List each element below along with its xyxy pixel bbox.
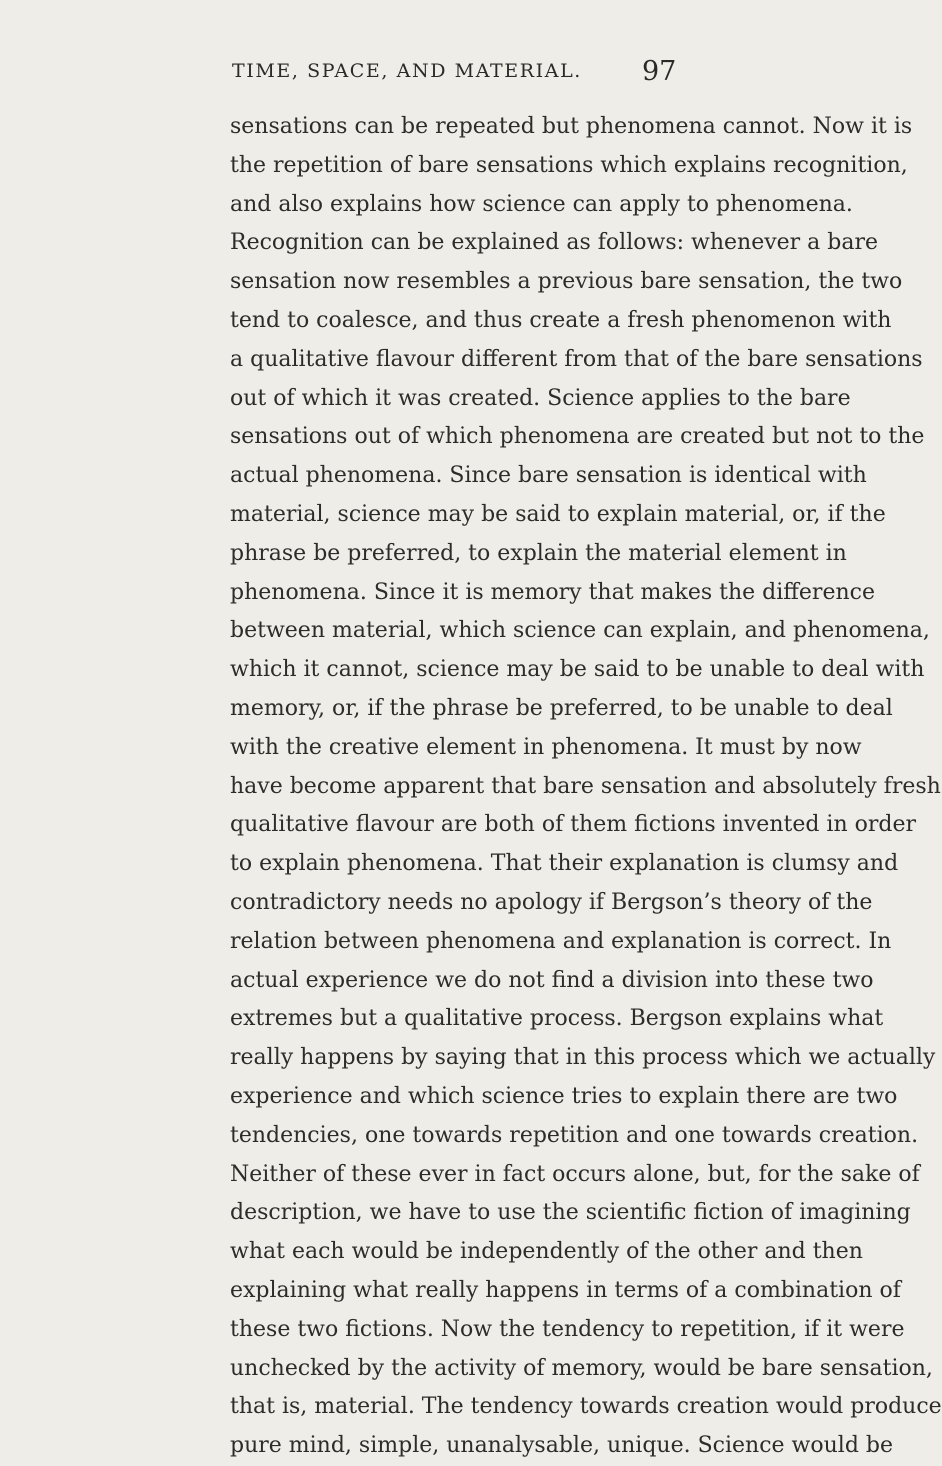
text-line: qualitative flavour are both of them fictions invented in order (230, 812, 917, 838)
text-line: explaining what really happens in terms of a combination of (230, 1277, 901, 1303)
text-line: have become apparent that bare sensation and absolutely fresh (230, 773, 941, 799)
text-line: to explain phenomena. That their explanation is clumsy and (230, 851, 899, 877)
text-line: Recognition can be explained as follows: whenever a bare (230, 230, 879, 256)
text-line: that is, material. The tendency towards creation would produce (230, 1394, 942, 1420)
text-line: out of which it was created. Science applies to the bare (230, 385, 851, 411)
text-line: which it cannot, science may be said to be unable to deal with (230, 657, 925, 683)
text-line: pure mind, simple, unanalysable, unique. Science would be (230, 1433, 894, 1459)
text-line: material, science may be said to explain material, or, if the (230, 501, 886, 527)
body-paragraph (230, 108, 942, 1466)
text-line: and also explains how science can apply to phenomena. (230, 191, 853, 217)
text-line: what each would be independently of the other and then (230, 1239, 863, 1265)
running-title: TIME, SPACE, AND MATERIAL. (232, 60, 582, 82)
text-line: actual phenomena. Since bare sensation is identical with (230, 463, 867, 489)
text-line: contradictory needs no apology if Bergson’s theory of the (230, 889, 873, 915)
page-number: 97 (642, 56, 677, 87)
text-line: phenomena. Since it is memory that makes the difference (230, 579, 875, 605)
text-line: these two fictions. Now the tendency to repetition, if it were (230, 1316, 905, 1342)
text-line: Neither of these ever in fact occurs alone, but, for the sake of (230, 1161, 920, 1187)
text-line: extremes but a qualitative process. Bergson explains what (230, 1006, 884, 1032)
text-line: memory, or, if the phrase be preferred, to be unable to deal (230, 695, 893, 721)
text-line: tend to coalesce, and thus create a fresh phenomenon with (230, 307, 892, 333)
text-line: unchecked by the activity of memory, would be bare sensation, (230, 1355, 933, 1381)
text-line: experience and which science tries to explain there are two (230, 1083, 898, 1109)
text-line: phrase be preferred, to explain the material element in (230, 540, 847, 566)
text-line: description, we have to use the scientific fiction of imagining (230, 1200, 911, 1226)
text-line: the repetition of bare sensations which explains recognition, (230, 152, 908, 178)
text-line: a qualitative flavour different from that of the bare sensations (230, 346, 923, 372)
text-line: sensation now resembles a previous bare sensation, the two (230, 269, 903, 295)
text-line: sensations can be repeated but phenomena cannot. Now it is (230, 114, 913, 139)
text-line: actual experience we do not find a division into these two (230, 967, 874, 993)
running-head (0, 56, 800, 92)
text-line: sensations out of which phenomena are created but not to the (230, 424, 925, 450)
text-line: tendencies, one towards repetition and one towards creation. (230, 1122, 919, 1148)
text-line: with the creative element in phenomena. It must by now (230, 734, 862, 760)
text-line: relation between phenomena and explanation is correct. In (230, 928, 892, 954)
text-line: really happens by saying that in this process which we actually (230, 1045, 936, 1071)
text-line: between material, which science can explain, and phenomena, (230, 618, 930, 644)
